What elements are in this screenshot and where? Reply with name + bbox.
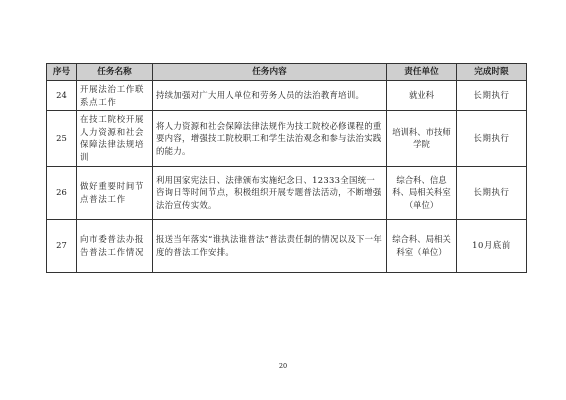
row-deadline: 长期执行 (457, 81, 527, 111)
row-task-name: 开展法治工作联系点工作 (77, 81, 153, 111)
header-task-name: 任务名称 (77, 64, 153, 81)
row-responsible-unit: 综合科、信息科、局相关科室（单位） (387, 166, 457, 219)
row-task-name: 做好重要时间节点普法工作 (77, 166, 153, 219)
row-responsible-unit: 就业科 (387, 81, 457, 111)
header-seq: 序号 (47, 64, 77, 81)
row-responsible-unit: 综合科、局相关科室（单位） (387, 219, 457, 272)
table-header-row (47, 64, 527, 81)
row-seq: 27 (47, 219, 77, 272)
table-row (47, 81, 527, 111)
row-task-name: 在技工院校开展人力资源和社会保障法律法规培训 (77, 111, 153, 166)
row-deadline: 10月底前 (457, 219, 527, 272)
row-seq: 24 (47, 81, 77, 111)
row-task-content: 利用国家宪法日、法律颁布实施纪念日、12333全国统一咨询日等时间节点，积极组织开展专题普法活动，不断增强法治宣传实效。 (153, 166, 387, 219)
row-task-content: 持续加强对广大用人单位和劳务人员的法治教育培训。 (153, 81, 387, 111)
row-task-content: 将人力资源和社会保障法律法规作为技工院校必修课程的重要内容，增强技工院校职工和学生法治观念和参与法治实践的能力。 (153, 111, 387, 166)
row-task-content: 报送当年落实“谁执法谁普法”普法责任制的情况以及下一年度的普法工作安排。 (153, 219, 387, 272)
row-seq: 25 (47, 111, 77, 166)
table-row (47, 166, 527, 219)
header-deadline: 完成时限 (457, 64, 527, 81)
row-deadline: 长期执行 (457, 166, 527, 219)
row-seq: 26 (47, 166, 77, 219)
row-task-name: 向市委普法办报告普法工作情况 (77, 219, 153, 272)
header-responsible-unit: 责任单位 (387, 64, 457, 81)
row-responsible-unit: 培训科、市技师学院 (387, 111, 457, 166)
task-table (46, 63, 527, 273)
page-number: 20 (278, 362, 288, 370)
row-deadline: 长期执行 (457, 111, 527, 166)
table-row (47, 219, 527, 272)
header-task-content: 任务内容 (153, 64, 387, 81)
table-row (47, 111, 527, 166)
